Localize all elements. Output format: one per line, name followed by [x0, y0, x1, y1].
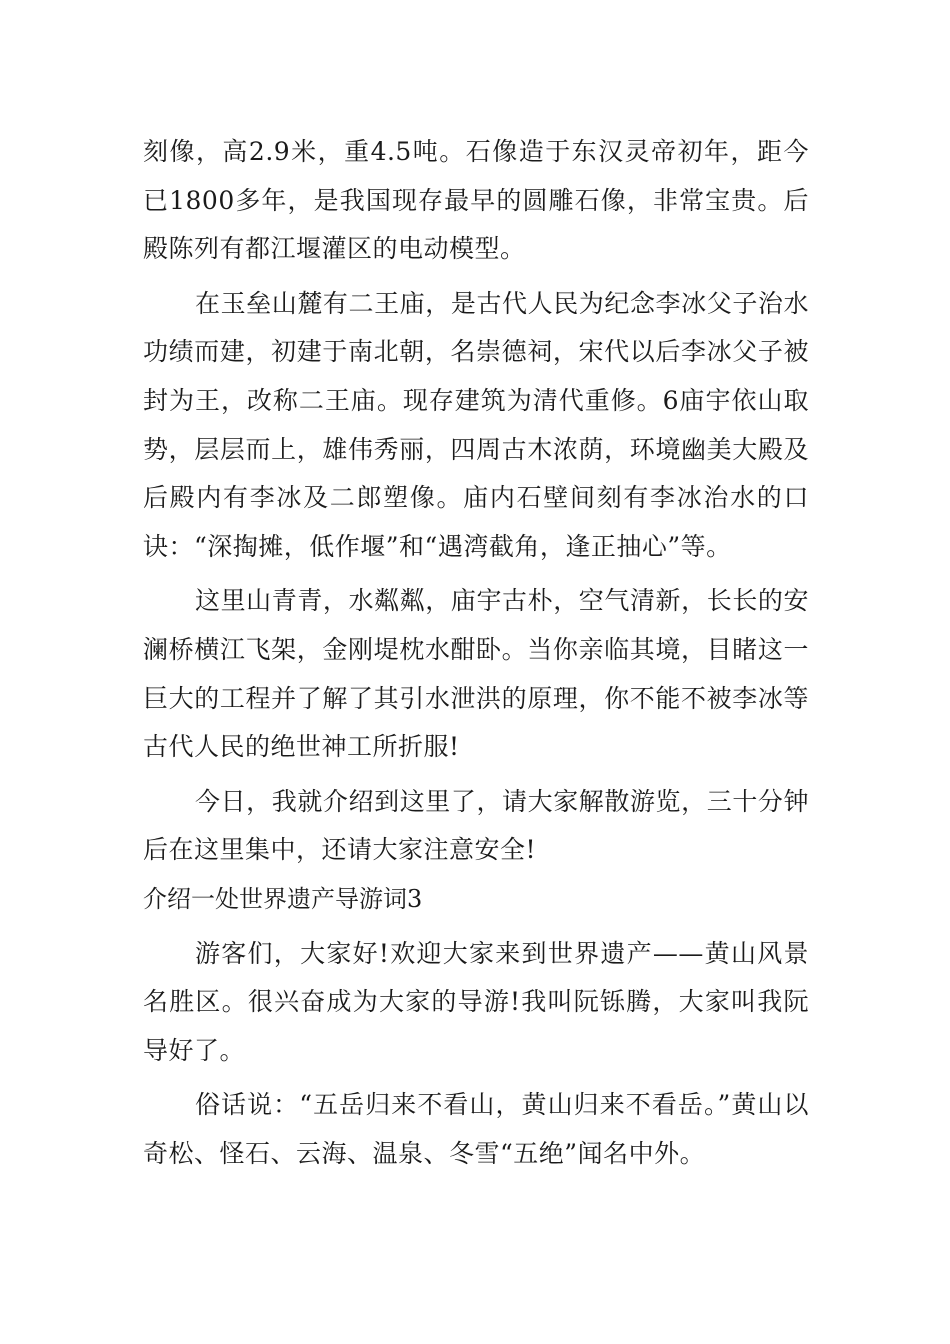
- paragraph-stone-statue: 刻像，高2.9米，重4.5吨。石像造于东汉灵帝初年，距今已1800多年，是我国现存最早的圆雕石像，非常宝贵。后殿陈列有都江堰灌区的电动模型。: [143, 137, 809, 264]
- section-heading: 介绍一处世界遗产导游词3: [143, 884, 423, 913]
- paragraph-huangshan-welcome: 游客们，大家好!欢迎大家来到世界遗产——黄山风景名胜区。很兴奋成为大家的导游!我叫阮铄腾，大家叫我阮导好了。: [143, 938, 809, 1065]
- paragraph-scenery: 这里山青青，水粼粼，庙宇古朴，空气清新，长长的安澜桥横江飞架，金刚堤枕水酣卧。当你亲临其境，目睹这一巨大的工程并了解了其引水泄洪的原理，你不能不被李冰等古代人民的绝世神工所折服!: [143, 586, 809, 762]
- paragraph-closing: 今日，我就介绍到这里了，请大家解散游览，三十分钟后在这里集中，还请大家注意安全!: [143, 786, 809, 865]
- document-body: [143, 128, 809, 1178]
- paragraph-huangshan-saying: 俗话说：“五岳归来不看山，黄山归来不看岳。”黄山以奇松、怪石、云海、温泉、冬雪“五绝”闻名中外。: [143, 1090, 809, 1168]
- paragraph-erwang-temple: 在玉垒山麓有二王庙，是古代人民为纪念李冰父子治水功绩而建，初建于南北朝，名崇德祠，宋代以后李冰父子被封为王，改称二王庙。现存建筑为清代重修。6庙宇依山取势，层层而上，雄伟秀丽，四周古木浓荫，环境幽美大殿及后殿内有李冰及二郎塑像。庙内石壁间刻有李冰治水的口诀：“深掏摊，低作堰”和“遇湾截角，逢正抽心”等。: [143, 288, 809, 561]
